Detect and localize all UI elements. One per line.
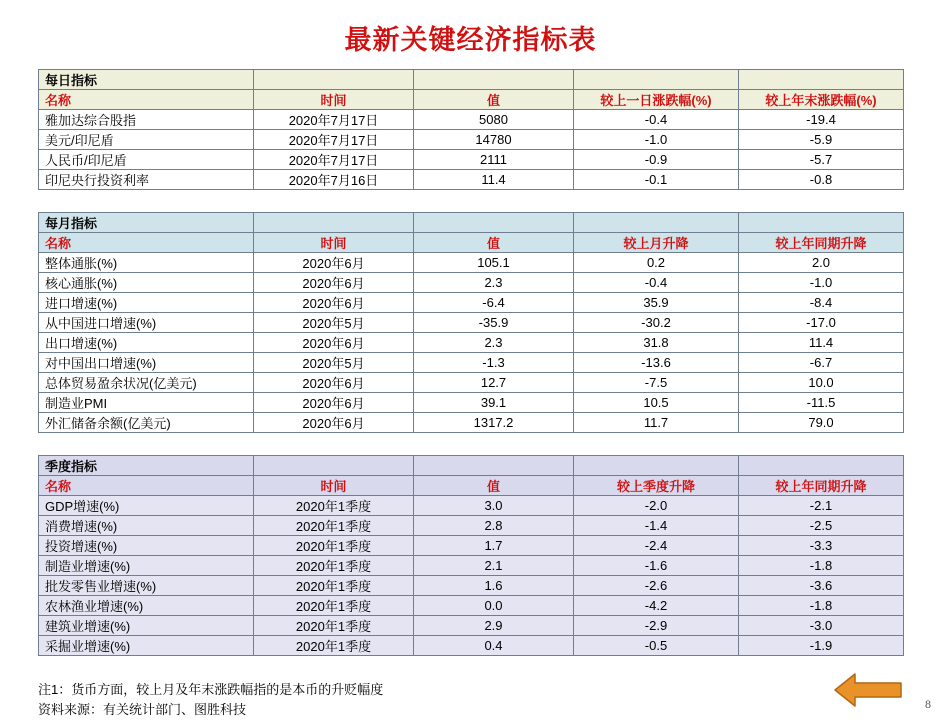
table-row [39, 616, 904, 636]
section-spacer [739, 70, 904, 90]
cell-time: 2020年6月 [254, 293, 414, 313]
cell-change-ytd: -5.9 [739, 130, 904, 150]
monthly-indicators-table [38, 212, 904, 433]
cell-name: 整体通胀(%) [39, 253, 254, 273]
cell-change-prev-quarter: -2.4 [574, 536, 739, 556]
column-header-value: 值 [414, 90, 574, 110]
column-header-time: 时间 [254, 233, 414, 253]
table-row [39, 110, 904, 130]
daily-indicators-table [38, 69, 904, 190]
column-header-change-yoy: 较上年同期升降 [739, 233, 904, 253]
cell-name: 外汇储备余额(亿美元) [39, 413, 254, 433]
cell-change-prev-quarter: -2.9 [574, 616, 739, 636]
table-row [39, 150, 904, 170]
cell-change-prev: 31.8 [574, 333, 739, 353]
cell-change-prev: -13.6 [574, 353, 739, 373]
cell-change-yoy: 2.0 [739, 253, 904, 273]
column-header-name: 名称 [39, 90, 254, 110]
cell-name: 投资增速(%) [39, 536, 254, 556]
section-spacer [574, 70, 739, 90]
cell-value: 5080 [414, 110, 574, 130]
cell-value: -1.3 [414, 353, 574, 373]
cell-name: 美元/印尼盾 [39, 130, 254, 150]
column-header-change-prev-quarter: 较上季度升降 [574, 476, 739, 496]
quarterly-indicators-table [38, 455, 904, 656]
cell-name: 消费增速(%) [39, 516, 254, 536]
table-row [39, 273, 904, 293]
cell-time: 2020年1季度 [254, 516, 414, 536]
cell-time: 2020年7月17日 [254, 130, 414, 150]
cell-time: 2020年1季度 [254, 576, 414, 596]
cell-name: 出口增速(%) [39, 333, 254, 353]
table-row [39, 636, 904, 656]
cell-time: 2020年7月17日 [254, 150, 414, 170]
table-section-label-row [39, 456, 904, 476]
cell-name: GDP增速(%) [39, 496, 254, 516]
cell-change-prev: -0.4 [574, 110, 739, 130]
cell-change-yoy: -3.6 [739, 576, 904, 596]
cell-name: 制造业增速(%) [39, 556, 254, 576]
cell-change-yoy: -17.0 [739, 313, 904, 333]
table-row [39, 393, 904, 413]
cell-time: 2020年1季度 [254, 536, 414, 556]
cell-time: 2020年6月 [254, 273, 414, 293]
cell-time: 2020年6月 [254, 373, 414, 393]
cell-change-prev: 35.9 [574, 293, 739, 313]
table-header-row [39, 233, 904, 253]
table-row [39, 130, 904, 150]
cell-name: 雅加达综合股指 [39, 110, 254, 130]
cell-value: 3.0 [414, 496, 574, 516]
cell-change-prev: -0.1 [574, 170, 739, 190]
cell-change-yoy: -1.8 [739, 556, 904, 576]
tables-container [0, 69, 941, 656]
table-row [39, 516, 904, 536]
cell-value: -35.9 [414, 313, 574, 333]
back-arrow-button[interactable] [833, 670, 903, 710]
cell-change-yoy: -3.0 [739, 616, 904, 636]
footnote-1: 注1：货币方面，较上月及年末涨跌幅指的是本币的升贬幅度 [38, 682, 384, 697]
column-header-value: 值 [414, 233, 574, 253]
cell-value: 0.0 [414, 596, 574, 616]
cell-change-yoy: -6.7 [739, 353, 904, 373]
cell-value: 2.1 [414, 556, 574, 576]
cell-value: 0.4 [414, 636, 574, 656]
table-row [39, 373, 904, 393]
cell-change-yoy: 79.0 [739, 413, 904, 433]
cell-time: 2020年7月16日 [254, 170, 414, 190]
cell-change-prev: -0.4 [574, 273, 739, 293]
column-header-change-prev: 较上月升降 [574, 233, 739, 253]
cell-change-prev: -1.0 [574, 130, 739, 150]
section-label: 每月指标 [39, 213, 254, 233]
cell-change-yoy: 10.0 [739, 373, 904, 393]
page-number: 8 [925, 697, 931, 711]
table-row [39, 496, 904, 516]
cell-change-prev-quarter: -0.5 [574, 636, 739, 656]
page-title: 最新关键经济指标表 [344, 25, 597, 55]
cell-value: 12.7 [414, 373, 574, 393]
cell-change-yoy: -1.9 [739, 636, 904, 656]
table-header-row [39, 90, 904, 110]
column-header-time: 时间 [254, 90, 414, 110]
table-row [39, 536, 904, 556]
cell-name: 对中国出口增速(%) [39, 353, 254, 373]
table-row [39, 596, 904, 616]
cell-name: 总体贸易盈余状况(亿美元) [39, 373, 254, 393]
cell-value: 14780 [414, 130, 574, 150]
column-header-change-yoy: 较上年同期升降 [739, 476, 904, 496]
table-row [39, 413, 904, 433]
cell-time: 2020年1季度 [254, 556, 414, 576]
table-row [39, 576, 904, 596]
cell-change-ytd: -0.8 [739, 170, 904, 190]
cell-name: 印尼央行投资利率 [39, 170, 254, 190]
cell-value: 11.4 [414, 170, 574, 190]
table-row [39, 293, 904, 313]
cell-time: 2020年1季度 [254, 596, 414, 616]
section-spacer [414, 213, 574, 233]
section-spacer [739, 456, 904, 476]
cell-change-yoy: -8.4 [739, 293, 904, 313]
cell-time: 2020年1季度 [254, 636, 414, 656]
left-arrow-icon[interactable] [833, 670, 903, 710]
cell-change-prev-quarter: -2.0 [574, 496, 739, 516]
footnotes [0, 678, 941, 720]
cell-time: 2020年1季度 [254, 616, 414, 636]
table-header-row [39, 476, 904, 496]
cell-change-yoy: 11.4 [739, 333, 904, 353]
cell-change-yoy: -3.3 [739, 536, 904, 556]
cell-value: -6.4 [414, 293, 574, 313]
section-label: 每日指标 [39, 70, 254, 90]
cell-name: 批发零售业增速(%) [39, 576, 254, 596]
column-header-value: 值 [414, 476, 574, 496]
cell-change-prev: 10.5 [574, 393, 739, 413]
cell-name: 建筑业增速(%) [39, 616, 254, 636]
table-row [39, 333, 904, 353]
cell-change-yoy: -1.0 [739, 273, 904, 293]
section-spacer [739, 213, 904, 233]
cell-change-prev-quarter: -1.6 [574, 556, 739, 576]
column-header-change-ytd: 较上年末涨跌幅(%) [739, 90, 904, 110]
section-spacer [254, 70, 414, 90]
cell-value: 2111 [414, 150, 574, 170]
cell-time: 2020年1季度 [254, 496, 414, 516]
cell-time: 2020年6月 [254, 333, 414, 353]
cell-time: 2020年6月 [254, 393, 414, 413]
cell-change-yoy: -1.8 [739, 596, 904, 616]
cell-change-ytd: -19.4 [739, 110, 904, 130]
section-spacer [254, 456, 414, 476]
column-header-name: 名称 [39, 233, 254, 253]
cell-name: 核心通胀(%) [39, 273, 254, 293]
table-row [39, 353, 904, 373]
cell-change-prev: 11.7 [574, 413, 739, 433]
cell-value: 105.1 [414, 253, 574, 273]
column-header-time: 时间 [254, 476, 414, 496]
cell-value: 1317.2 [414, 413, 574, 433]
cell-time: 2020年5月 [254, 313, 414, 333]
cell-change-prev: 0.2 [574, 253, 739, 273]
table-row [39, 170, 904, 190]
cell-value: 1.7 [414, 536, 574, 556]
cell-change-ytd: -5.7 [739, 150, 904, 170]
section-spacer [414, 70, 574, 90]
cell-name: 采掘业增速(%) [39, 636, 254, 656]
cell-change-yoy: -2.5 [739, 516, 904, 536]
table-row [39, 253, 904, 273]
cell-time: 2020年5月 [254, 353, 414, 373]
cell-change-prev: -30.2 [574, 313, 739, 333]
cell-time: 2020年6月 [254, 253, 414, 273]
cell-value: 2.3 [414, 273, 574, 293]
cell-value: 39.1 [414, 393, 574, 413]
cell-value: 1.6 [414, 576, 574, 596]
footnote-source: 资料来源：有关统计部门、图胜科技 [38, 702, 247, 717]
cell-change-yoy: -2.1 [739, 496, 904, 516]
cell-value: 2.3 [414, 333, 574, 353]
section-spacer [574, 213, 739, 233]
cell-name: 进口增速(%) [39, 293, 254, 313]
cell-name: 制造业PMI [39, 393, 254, 413]
table-row [39, 556, 904, 576]
cell-name: 农林渔业增速(%) [39, 596, 254, 616]
section-spacer [574, 456, 739, 476]
column-header-change-prev: 较上一日涨跌幅(%) [574, 90, 739, 110]
cell-change-prev: -7.5 [574, 373, 739, 393]
table-section-label-row [39, 213, 904, 233]
cell-time: 2020年6月 [254, 413, 414, 433]
cell-value: 2.8 [414, 516, 574, 536]
cell-change-prev-quarter: -4.2 [574, 596, 739, 616]
cell-change-prev-quarter: -1.4 [574, 516, 739, 536]
cell-name: 从中国进口增速(%) [39, 313, 254, 333]
cell-name: 人民币/印尼盾 [39, 150, 254, 170]
table-row [39, 313, 904, 333]
cell-value: 2.9 [414, 616, 574, 636]
section-spacer [254, 213, 414, 233]
table-section-label-row [39, 70, 904, 90]
section-label: 季度指标 [39, 456, 254, 476]
cell-change-prev-quarter: -2.6 [574, 576, 739, 596]
cell-change-prev: -0.9 [574, 150, 739, 170]
cell-change-yoy: -11.5 [739, 393, 904, 413]
section-spacer [414, 456, 574, 476]
cell-time: 2020年7月17日 [254, 110, 414, 130]
column-header-name: 名称 [39, 476, 254, 496]
